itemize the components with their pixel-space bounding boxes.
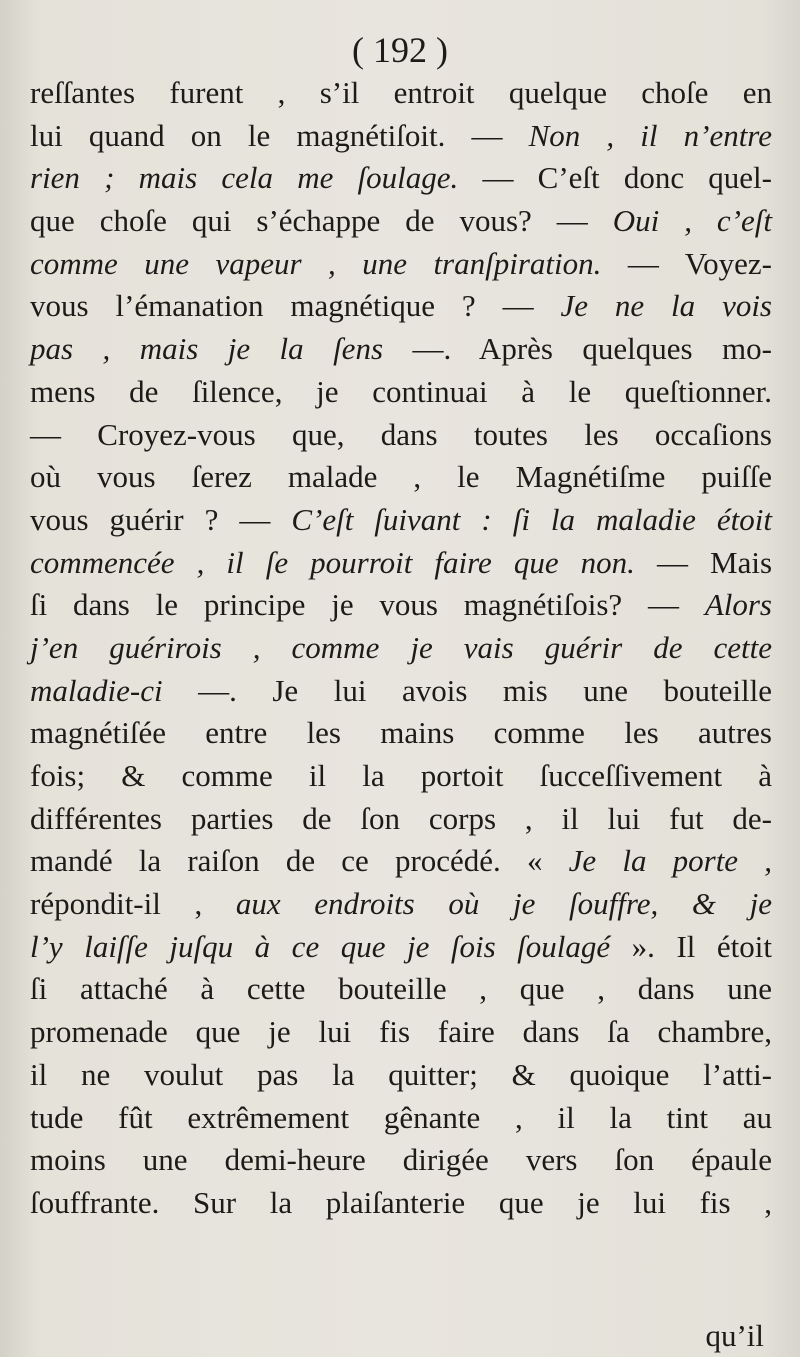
italic-text-segment: aux endroits où je ſouffre, & je: [235, 886, 772, 922]
text-segment: il ne voulut pas la quitter; & quoique l’atti-: [30, 1056, 772, 1092]
text-line: [30, 157, 772, 200]
italic-text-segment: Alors: [704, 587, 772, 623]
text-line: [30, 328, 772, 371]
page-number: ( 192 ): [352, 30, 448, 70]
text-line: [30, 414, 772, 457]
italic-text-segment: maladie-ci: [30, 672, 163, 708]
text-line: [30, 72, 772, 115]
italic-text-segment: C’eſt ſuivant : ſi la maladie étoit: [291, 501, 773, 537]
text-segment: mens de ſilence, je continuai à le queſtionner.: [30, 373, 772, 409]
text-line: [30, 1011, 772, 1054]
text-line: [30, 926, 772, 969]
text-line: [30, 755, 772, 798]
italic-text-segment: comme une vapeur , une tranſpiration.: [30, 245, 602, 281]
text-line: [30, 798, 772, 841]
italic-text-segment: l’y laiſſe juſqu à ce que je ſois ſoulagé: [30, 928, 611, 964]
text-line: [30, 542, 772, 585]
text-segment: tude fût extrêmement gênante , il la tint au: [30, 1099, 772, 1135]
italic-text-segment: j’en guérirois , comme je vais guérir de cette: [30, 629, 772, 665]
text-line: [30, 200, 772, 243]
text-line: [30, 670, 772, 713]
text-segment: répondit-il ,: [30, 886, 236, 922]
text-segment: vous l’émanation magnétique ? —: [30, 288, 561, 324]
text-line: [30, 285, 772, 328]
text-segment: —. Je lui avois mis une bouteille: [162, 672, 772, 708]
text-segment: vous guérir ? —: [30, 501, 292, 537]
italic-text-segment: Non , il n’entre: [528, 117, 772, 153]
text-segment: où vous ſerez malade , le Magnétiſme puiſſe: [30, 459, 772, 495]
text-segment: ſi attaché à cette bouteille , que , dans une: [30, 971, 772, 1007]
text-line: [30, 627, 772, 670]
italic-text-segment: Oui , c’eſt: [612, 203, 772, 239]
text-line: [30, 584, 772, 627]
text-line: [30, 243, 772, 286]
italic-text-segment: rien ; mais cela me ſoulage.: [30, 160, 459, 196]
italic-text-segment: Je la porte ,: [568, 843, 772, 879]
text-line: [30, 840, 772, 883]
text-segment: moins une demi-heure dirigée vers ſon épaule: [30, 1142, 772, 1178]
text-line: [30, 1097, 772, 1140]
text-line: [30, 456, 772, 499]
text-segment: — C’eſt donc quel-: [458, 160, 772, 196]
text-segment: ». Il étoit: [610, 928, 772, 964]
text-segment: promenade que je lui fis faire dans ſa chambre,: [30, 1014, 772, 1050]
text-segment: fois; & comme il la portoit ſucceſſivement à: [30, 758, 772, 793]
text-segment: lui quand on le magnétiſoit. —: [30, 117, 529, 153]
text-line: [30, 968, 772, 1011]
text-line: [30, 371, 772, 414]
text-segment: reſſantes furent , s’il entroit quelque choſe en: [30, 75, 772, 110]
text-segment: ſouffrante. Sur la plaiſanterie que je lui fis ,: [30, 1184, 772, 1220]
text-line: [30, 712, 772, 755]
text-segment: mandé la raiſon de ce procédé. «: [30, 843, 569, 879]
text-segment: —. Après quelques mo-: [383, 331, 772, 367]
text-line: [30, 883, 772, 926]
text-segment: magnétiſée entre les mains comme les autres: [30, 715, 772, 751]
text-line: [30, 1182, 772, 1225]
text-line: [30, 1139, 772, 1182]
catchword: qu’il: [705, 1318, 764, 1353]
italic-text-segment: pas , mais je la ſens: [30, 331, 384, 367]
text-segment: — Voyez-: [601, 245, 772, 281]
text-segment: — Mais: [634, 544, 773, 580]
text-segment: — Croyez-vous que, dans toutes les occaſions: [30, 416, 772, 452]
body-text: [30, 72, 772, 1225]
text-segment: que choſe qui s’échappe de vous? —: [30, 203, 613, 239]
italic-text-segment: commencée , il ſe pourroit faire que non.: [30, 544, 635, 580]
text-segment: différentes parties de ſon corps , il lui fut de-: [30, 800, 772, 836]
text-line: [30, 115, 772, 158]
text-segment: ſi dans le principe je vous magnétiſois? —: [30, 587, 705, 623]
italic-text-segment: Je ne la vois: [560, 288, 773, 324]
text-line: [30, 1054, 772, 1097]
text-line: [30, 499, 772, 542]
